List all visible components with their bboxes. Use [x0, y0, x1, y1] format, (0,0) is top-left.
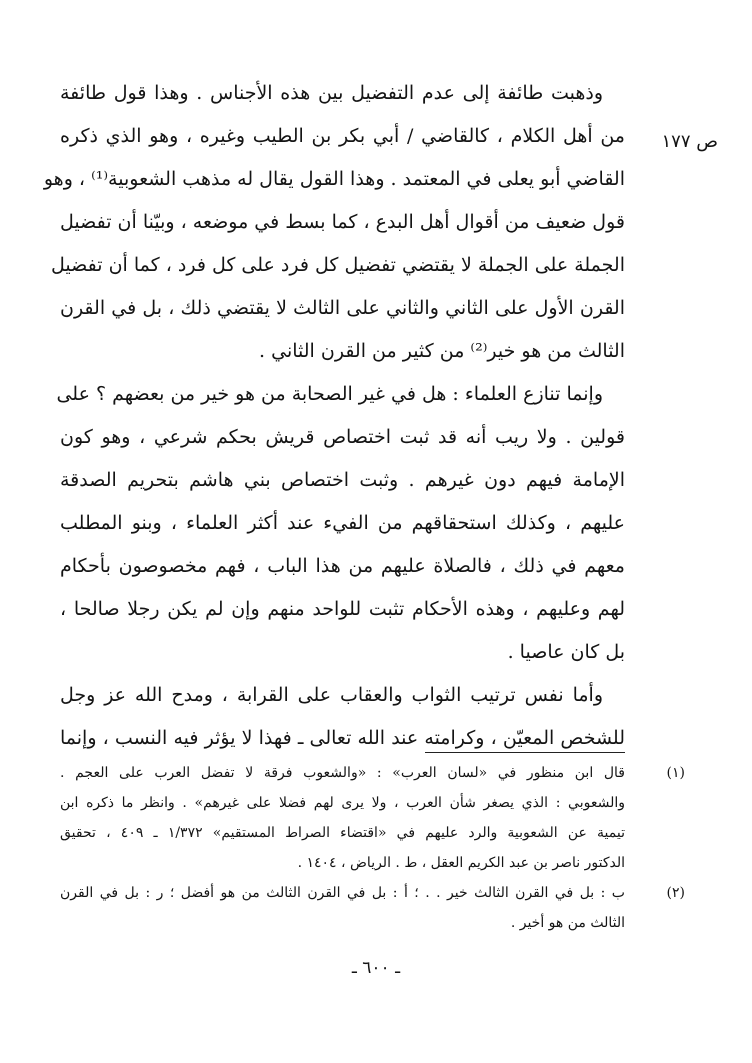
text-line: القرن الأول على الثاني والثاني على الثالث لا يقتضي ذلك ، بل في القرن — [60, 297, 625, 319]
text-line: للشخص المعيّن ، وكرامته عند الله تعالى ـ فهذا لا يؤثر فيه النسب ، وإنما — [60, 727, 625, 749]
text-line: قول ضعيف من أقوال أهل البدع ، كما بسط في موضعه ، وبيّنا أن تفضيل — [60, 211, 625, 233]
footnotes — [60, 758, 685, 938]
page-number: ـ ٦٠٠ ـ — [351, 958, 401, 978]
text-line: عليهم ، وكذلك استحقاقهم من الفيء عند أكثر العلماء ، وبنو المطلب — [60, 512, 625, 534]
footnote-number: (٢) — [666, 885, 685, 901]
text-line: القاضي أبو يعلى في المعتمد . وهذا القول يقال له مذهب الشعوبية⁽¹⁾ ، وهو — [43, 168, 625, 190]
text-line: قولين . ولا ريب أنه قد ثبت اختصاص قريش بحكم شرعي ، وهو كون — [60, 426, 625, 448]
text-line: الثالث من هو خير⁽²⁾ من كثير من القرن الثاني . — [259, 340, 625, 362]
text-line: بل كان عاصيا . — [507, 641, 625, 663]
text-line: وذهبت طائفة إلى عدم التفضيل بين هذه الأجناس . وهذا قول طائفة — [60, 82, 603, 104]
footnote-separator — [425, 752, 625, 753]
text-line: لهم وعليهم ، وهذه الأحكام تثبت للواحد منهم وإن لم يكن رجلا صالحا ، — [60, 598, 625, 620]
footnote-line: والشعوبي : الذي يصغر شأن العرب ، ولا يرى لهم فضلا على غيرهم» . وانظر ما ذكره ابن — [60, 795, 625, 811]
text-line: من أهل الكلام ، كالقاضي / أبي بكر بن الطيب وغيره ، وهو الذي ذكره — [60, 125, 625, 147]
footnote-number: (١) — [666, 765, 685, 781]
footnote-1 — [60, 758, 685, 878]
footnote-2 — [60, 878, 685, 938]
footnote-line: الثالث من هو أخير . — [510, 915, 625, 931]
main-text — [43, 72, 625, 760]
footnote-line: ب : بل في القرن الثالث خير . . ؛ أ : بل في القرن الثالث من هو أفضل ؛ ر : بل في القرن — [60, 885, 625, 901]
text-line: الإمامة فيهم دون غيرهم . وثبت اختصاص بني هاشم بتحريم الصدقة — [60, 469, 625, 491]
footnote-line: تيمية عن الشعوبية والرد عليهم في «اقتضاء الصراط المستقيم» ١/٣٧٢ ـ ٤٠٩ ، تحقيق — [60, 825, 625, 841]
footnote-line: الدكتور ناصر بن عبد الكريم العقل ، ط . الرياض ، ١٤٠٤ . — [297, 855, 625, 871]
marginal-page-reference: ص ١٧٧ — [661, 131, 718, 152]
text-line: وإنما تنازع العلماء : هل في غير الصحابة من هو خير من بعضهم ؟ على — [56, 383, 603, 405]
text-line: وأما نفس ترتيب الثواب والعقاب على القرابة ، ومدح الله عز وجل — [60, 684, 603, 706]
text-line: الجملة على الجملة لا يقتضي تفضيل كل فرد على كل فرد ، كما أن تفضيل — [51, 254, 625, 276]
text-line: معهم في ذلك ، فالصلاة عليهم من هذا الباب ، فهم مخصوصون بأحكام — [60, 555, 625, 577]
footnote-line: قال ابن منظور في «لسان العرب» : «والشعوب فرقة لا تفضل العرب على العجم . — [60, 765, 625, 781]
